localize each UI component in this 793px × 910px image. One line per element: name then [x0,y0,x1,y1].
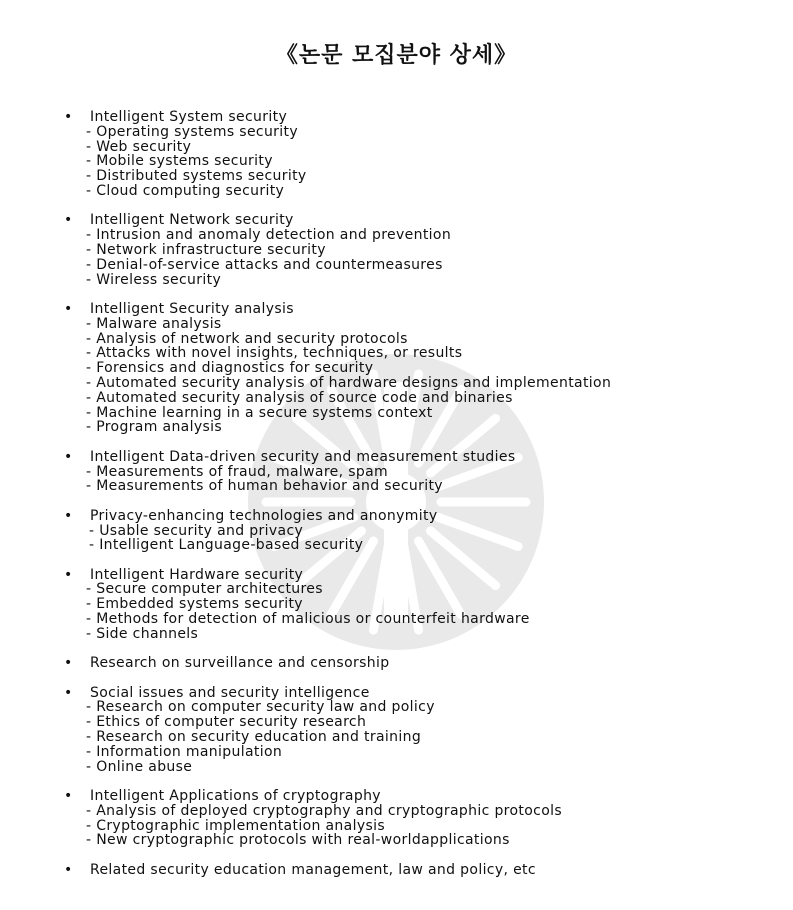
page-title: 《논문 모집분야 상세》 [275,43,518,68]
topic-heading: Intelligent Applications of cryptography [90,788,381,805]
bullet-icon: • [64,684,73,701]
topic-subitem: - Cryptographic implementation analysis [86,817,385,834]
topic-subitem: - Machine learning in a secure systems context [86,404,433,421]
topic-section-social-issues [64,686,764,775]
topic-subitem: - Malware analysis [86,315,222,332]
topic-heading: Research on surveillance and censorship [90,655,390,672]
topic-subitem: - Information manipulation [86,743,283,760]
topic-subitem: - Analysis of network and security protocols [86,330,408,347]
topic-heading: Intelligent Security analysis [90,300,294,317]
bullet-icon: • [64,655,73,672]
topic-subitem: - Intelligent Language-based security [89,537,364,554]
topic-section-data-driven [64,450,764,494]
topic-subitem: - Research on security education and training [86,729,422,746]
topic-subitem: - Automated security analysis of source code and binaries [86,389,513,406]
topic-section-security-analysis [64,302,764,435]
bullet-icon: • [64,788,73,805]
topic-subitem: - New cryptographic protocols with real-worldapplications [86,832,510,849]
topic-subitem: - Network infrastructure security [86,241,326,258]
topic-section-hardware-security [64,568,764,642]
topic-heading: Privacy-enhancing technologies and anonymity [90,507,438,524]
topic-subitem: - Attacks with novel insights, techniques, or results [86,345,463,362]
topic-subitem: - Research on computer security law and policy [86,699,435,716]
topic-subitem: - Online abuse [86,758,193,775]
bullet-icon: • [64,861,73,878]
topic-subitem: - Side channels [86,625,199,642]
topic-subitem: - Embedded systems security [86,596,303,613]
topic-subitem: - Measurements of fraud, malware, spam [86,463,389,480]
topic-heading: Intelligent System security [90,109,288,125]
topic-subitem: - Ethics of computer security research [86,714,367,731]
topic-section-network-security [64,213,764,287]
topic-subitem: - Forensics and diagnostics for security [86,360,374,377]
topic-subitem: - Intrusion and anomaly detection and prevention [86,227,452,244]
topic-subitem: - Cloud computing security [86,182,285,199]
topic-subitem: - Mobile systems security [86,153,273,170]
topic-section-surveillance [64,656,764,671]
topic-subitem: - Wireless security [86,271,222,288]
topic-subitem: - Analysis of deployed cryptography and cryptographic protocols [86,802,562,819]
bullet-icon: • [64,300,73,317]
topic-section-related-education [64,863,764,878]
topic-subitem: - Secure computer architectures [86,581,323,598]
topic-section-privacy [64,509,764,553]
topic-section-system-security [64,110,764,199]
topic-subitem: - Measurements of human behavior and security [86,478,443,495]
bullet-icon: • [64,109,73,125]
topics-list [64,110,764,892]
topic-subitem: - Usable security and privacy [89,522,304,539]
topic-heading: Social issues and security intelligence [90,684,370,701]
bullet-icon: • [64,507,73,524]
topic-subitem: - Distributed systems security [86,168,307,185]
topic-heading: Intelligent Hardware security [90,566,304,583]
topic-section-cryptography [64,789,764,848]
topic-subitem: - Operating systems security [86,123,298,140]
topic-subitem: - Web security [86,138,192,155]
topic-heading: Intelligent Network security [90,212,294,229]
topic-subitem: - Methods for detection of malicious or counterfeit hardware [86,611,530,628]
topic-subitem: - Denial-of-service attacks and countermeasures [86,256,443,273]
bullet-icon: • [64,566,73,583]
topic-heading: Intelligent Data-driven security and measurement studies [90,448,516,465]
topic-subitem: - Automated security analysis of hardware designs and implementation [86,374,612,391]
bullet-icon: • [64,212,73,229]
topic-heading: Related security education management, law and policy, etc [90,861,536,878]
topic-subitem: - Program analysis [86,419,223,436]
bullet-icon: • [64,448,73,465]
